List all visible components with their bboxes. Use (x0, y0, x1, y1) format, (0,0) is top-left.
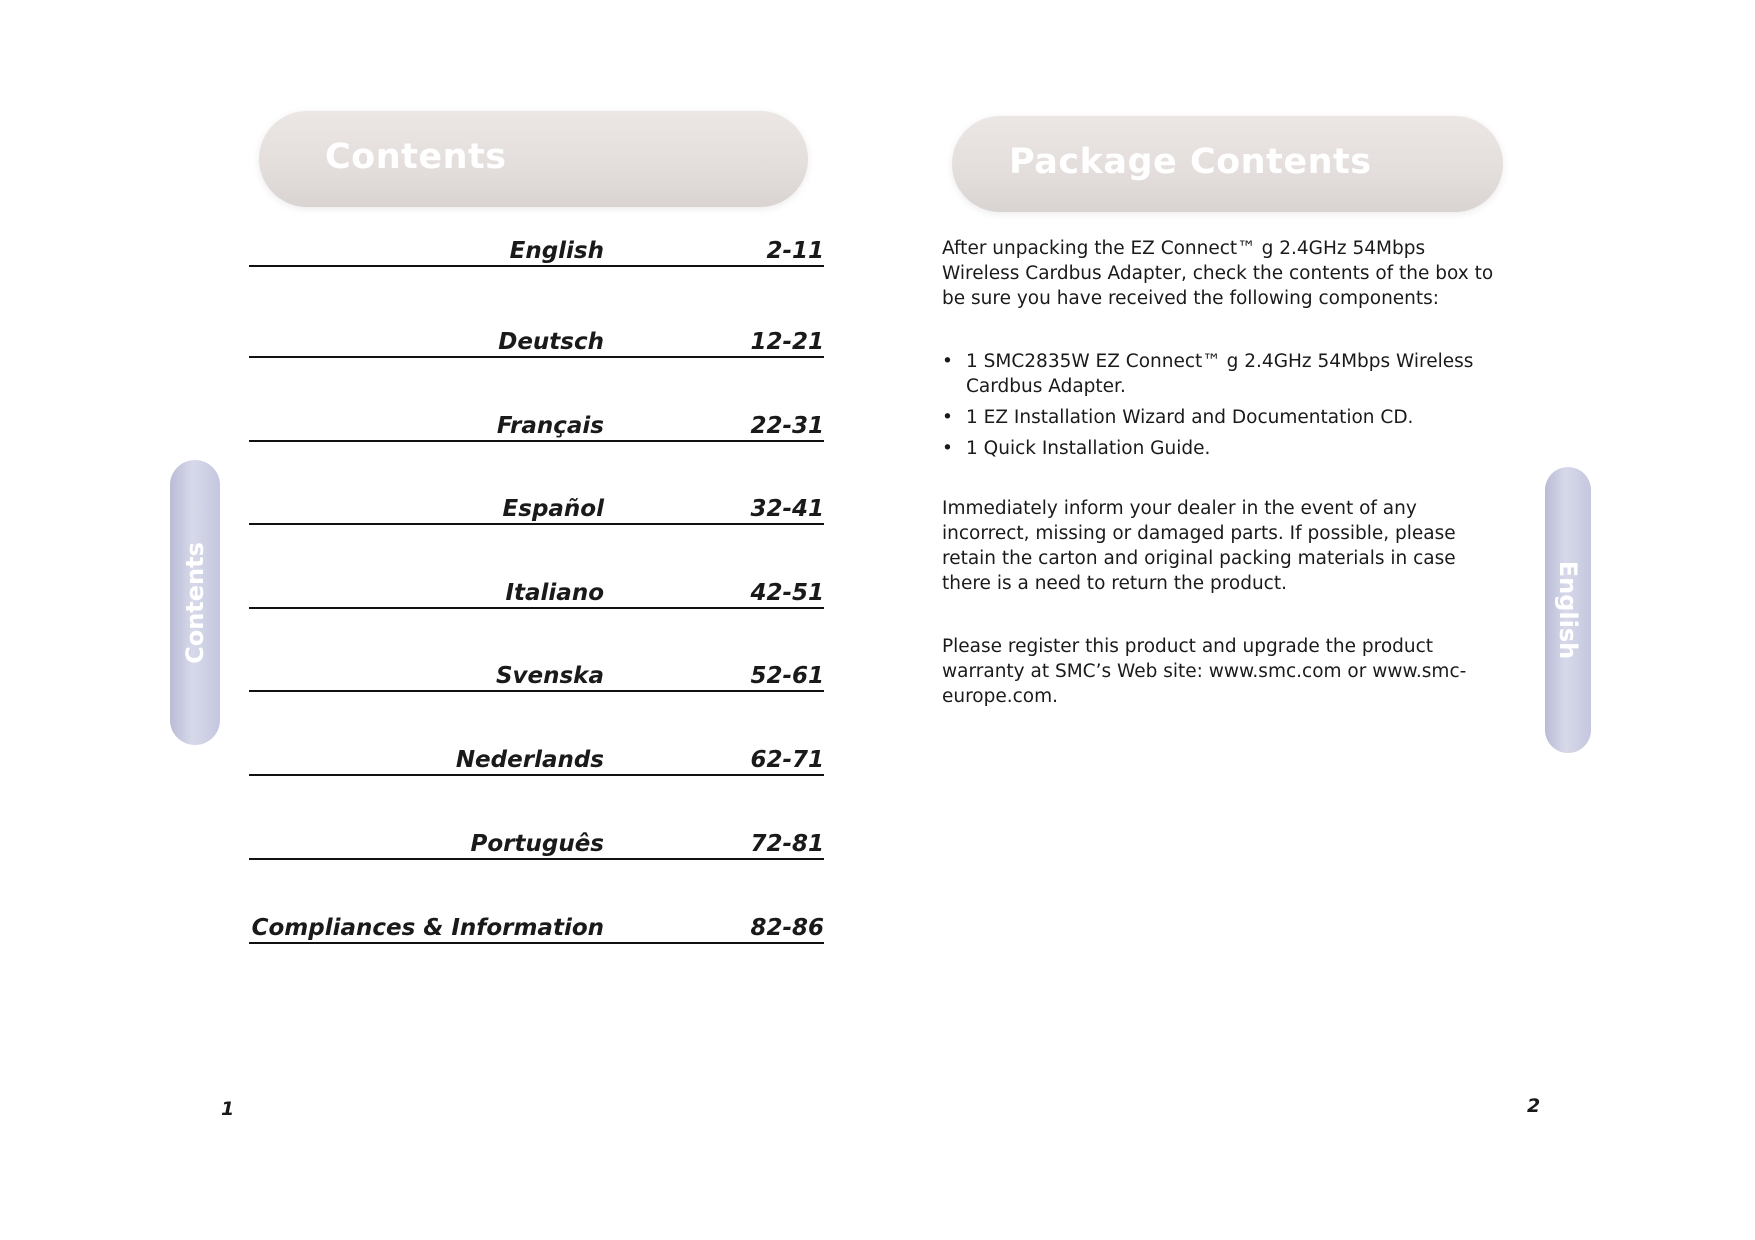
toc-pages: 12-21 (750, 329, 824, 355)
toc-label: Español (502, 496, 604, 522)
contents-header (259, 111, 808, 207)
side-tab-english-label: English (1554, 560, 1582, 660)
list-item (942, 349, 1502, 399)
toc-pages: 42-51 (750, 580, 824, 606)
package-contents-header (952, 116, 1503, 212)
list-item (942, 436, 1502, 461)
toc-row[interactable] (249, 225, 824, 267)
toc-row[interactable] (249, 483, 824, 525)
register-paragraph: Please register this product and upgrade the product warranty at SMC’s Web site: www.smc.com or www.smc-europe.com. (942, 636, 1467, 707)
contents-title: Contents (325, 137, 507, 177)
toc-pages: 22-31 (750, 413, 824, 439)
list-item-text: 1 Quick Installation Guide. (966, 438, 1211, 459)
toc-label: Italiano (505, 580, 604, 606)
toc-label: English (509, 238, 604, 264)
toc-pages: 2-11 (766, 238, 824, 264)
page-number-left: 1 (221, 1098, 235, 1120)
toc-row[interactable] (249, 650, 824, 692)
list-item-text: 1 SMC2835W EZ Connect™ g 2.4GHz 54Mbps Wireless Cardbus Adapter. (966, 351, 1474, 397)
toc-pages: 82-86 (750, 915, 824, 941)
toc-pages: 32-41 (750, 496, 824, 522)
side-tab-contents (170, 460, 220, 745)
toc-label: Nederlands (455, 747, 604, 773)
toc-label: Français (496, 413, 604, 439)
page-number-right: 2 (1527, 1095, 1541, 1117)
list-item-text: 1 EZ Installation Wizard and Documentation CD. (966, 407, 1414, 428)
bullet-icon: • (942, 407, 953, 428)
toc-row[interactable] (249, 818, 824, 860)
intro-paragraph: After unpacking the EZ Connect™ g 2.4GHz 54Mbps Wireless Cardbus Adapter, check the contents of the box to be sure you have received the following components: (942, 238, 1494, 309)
bullet-icon: • (942, 351, 953, 372)
bullet-icon: • (942, 438, 953, 459)
toc-pages: 52-61 (750, 663, 824, 689)
toc-row[interactable] (249, 902, 824, 944)
list-item (942, 405, 1502, 430)
toc-row[interactable] (249, 400, 824, 442)
toc-label: Deutsch (498, 329, 604, 355)
toc-label: Português (470, 831, 604, 857)
side-tab-contents-label: Contents (181, 541, 209, 664)
toc-row[interactable] (249, 734, 824, 776)
toc-pages: 62-71 (750, 747, 824, 773)
side-tab-english (1545, 467, 1591, 753)
toc-label: Compliances & Information (251, 915, 604, 941)
package-items-list (942, 349, 1502, 467)
package-contents-title: Package Contents (1009, 142, 1372, 182)
toc-pages: 72-81 (750, 831, 824, 857)
notice-paragraph: Immediately inform your dealer in the event of any incorrect, missing or damaged parts. If possible, please retain the carton and original packing materials in case there is a need to return the product. (942, 498, 1456, 594)
toc-label: Svenska (495, 663, 604, 689)
toc-row[interactable] (249, 316, 824, 358)
toc-row[interactable] (249, 567, 824, 609)
